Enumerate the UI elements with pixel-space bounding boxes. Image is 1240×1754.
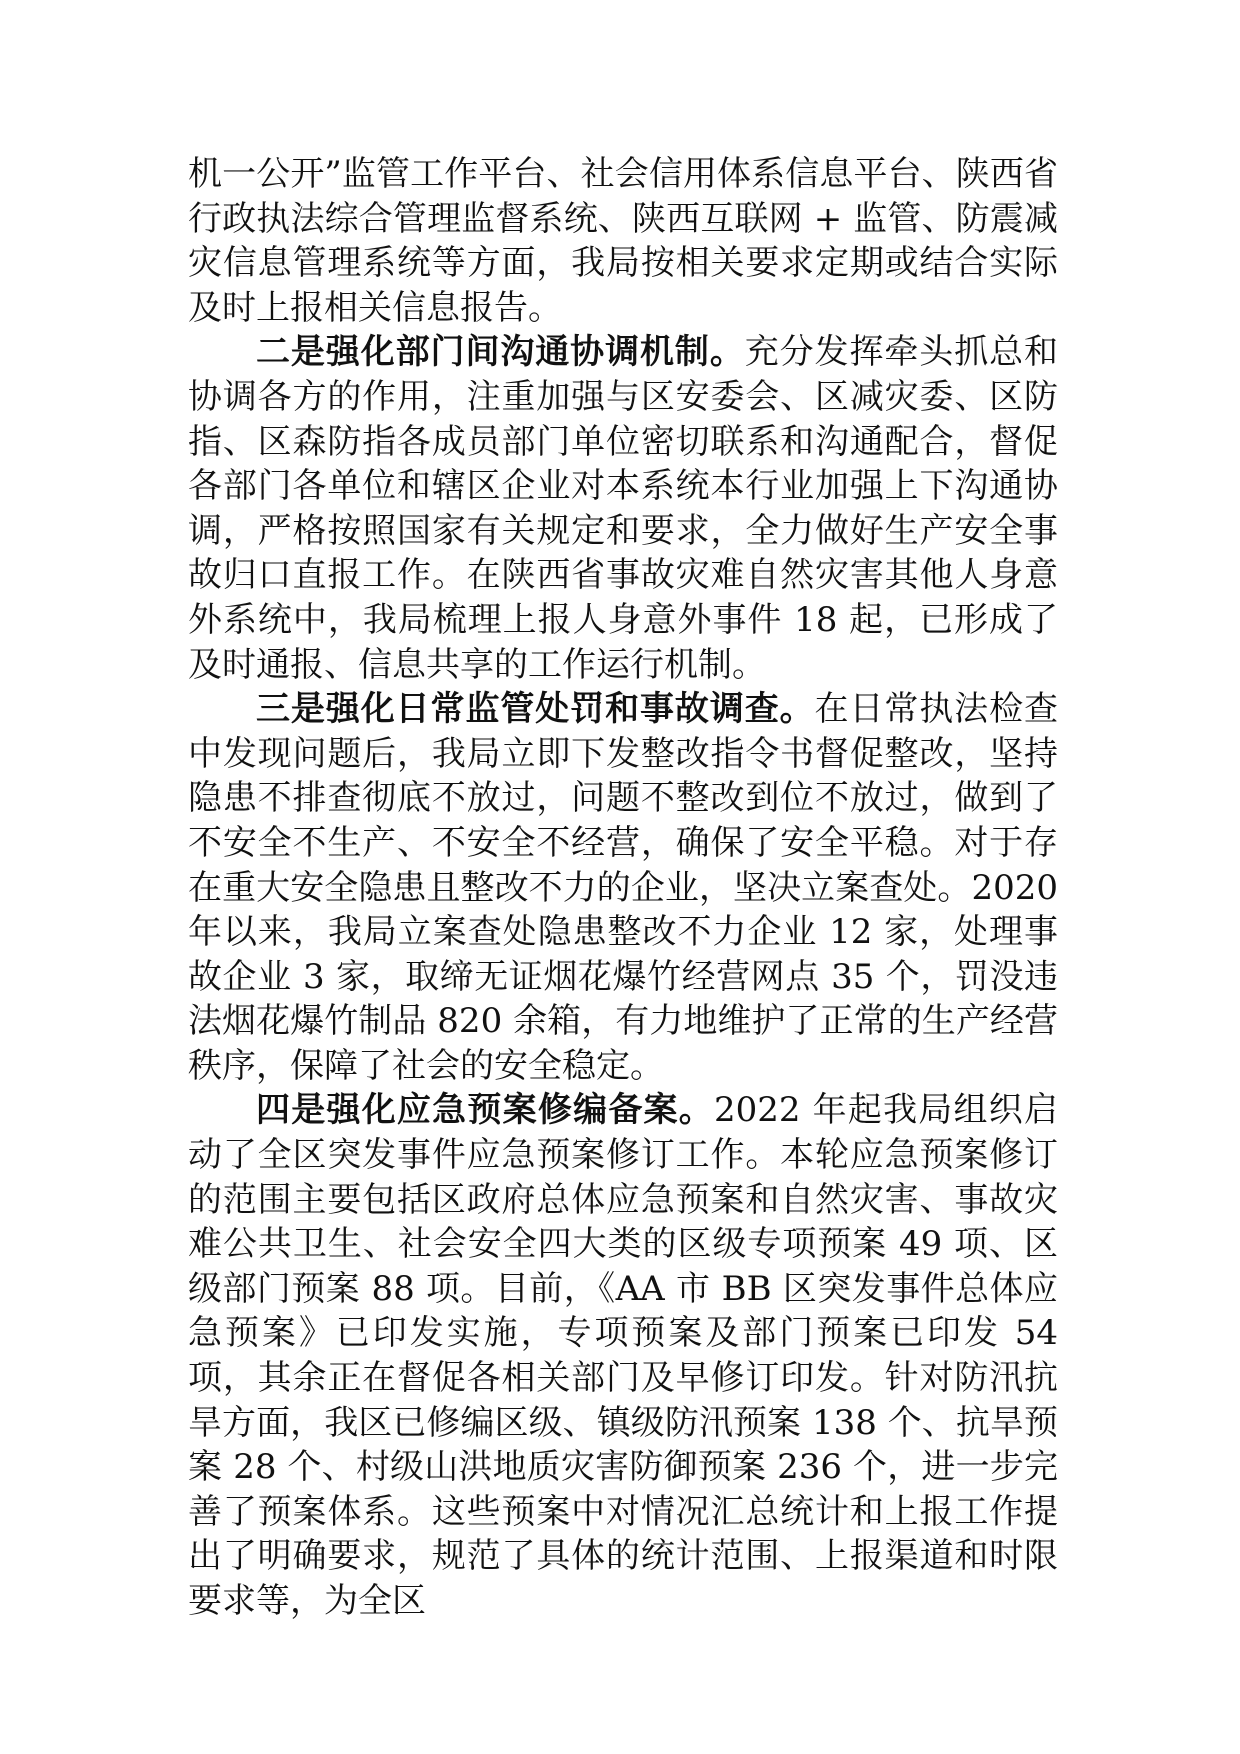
paragraph-supervision-penalty — [188, 687, 1058, 1088]
paragraph-emergency-plans — [188, 1088, 1058, 1623]
paragraph-text: 2022 年起我局组织启动了全区突发事件应急预案修订工作。本轮应急预案修订的范围主要包括区政府总体应急预案和自然灾害、事故灾难公共卫生、社会安全四大类的区级专项预案 49 项、区级部门预案 88 项。目前，《AA 市 BB 区突发事件总体应急预案》已印发实施，专项预案及部门预案已印发 54 项，其余正在督促各相关部门及早修订印发。针对防汛抗旱方面，我区已修编区级、镇级防汛预案 138 个、抗旱预案 28 个、村级山洪地质灾害防御预案 236 个，进一步完善了预案体系。这些预案中对情况汇总统计和上报工作提出了明确要求，规范了具体的统计范围、上报渠道和时限要求等，为全区 — [188, 1090, 1058, 1621]
paragraph-heading: 四是强化应急预案修编备案。 — [256, 1090, 715, 1131]
paragraph-communication-coordination — [188, 330, 1058, 687]
paragraph-heading: 二是强化部门间沟通协调机制。 — [256, 332, 745, 373]
paragraph-text: 充分发挥牵头抓总和协调各方的作用，注重加强与区安委会、区减灾委、区防指、区森防指各成员部门单位密切联系和沟通配合，督促各部门各单位和辖区企业对本系统本行业加强上下沟通协调，严格按照国家有关规定和要求，全力做好生产安全事故归口直报工作。在陕西省事故灾难自然灾害其他人身意外系统中，我局梳理上报人身意外事件 18 起，已形成了及时通报、信息共享的工作运行机制。 — [188, 332, 1059, 685]
paragraph-text: 在日常执法检查中发现问题后，我局立即下发整改指令书督促整改，坚持隐患不排查彻底不放过，问题不整改到位不放过，做到了不安全不生产、不安全不经营，确保了安全平稳。对于存在重大安全隐患且整改不力的企业，坚决立案查处。2020 年以来，我局立案查处隐患整改不力企业 12 家，处理事故企业 3 家，取缔无证烟花爆竹经营网点 35 个，罚没违法烟花爆竹制品 820 余箱，有力地维护了正常的生产经营秩序，保障了社会的安全稳定。 — [188, 689, 1059, 1086]
paragraph-heading: 三是强化日常监管处罚和事故调查。 — [256, 689, 815, 730]
paragraph-continued — [188, 152, 1058, 330]
document-body — [188, 152, 1058, 1624]
paragraph-text: 机一公开”监管工作平台、社会信用体系信息平台、陕西省行政执法综合管理监督系统、陕西互联网 + 监管、防震减灾信息管理系统等方面，我局按相关要求定期或结合实际及时上报相关信息报告。 — [188, 154, 1058, 328]
